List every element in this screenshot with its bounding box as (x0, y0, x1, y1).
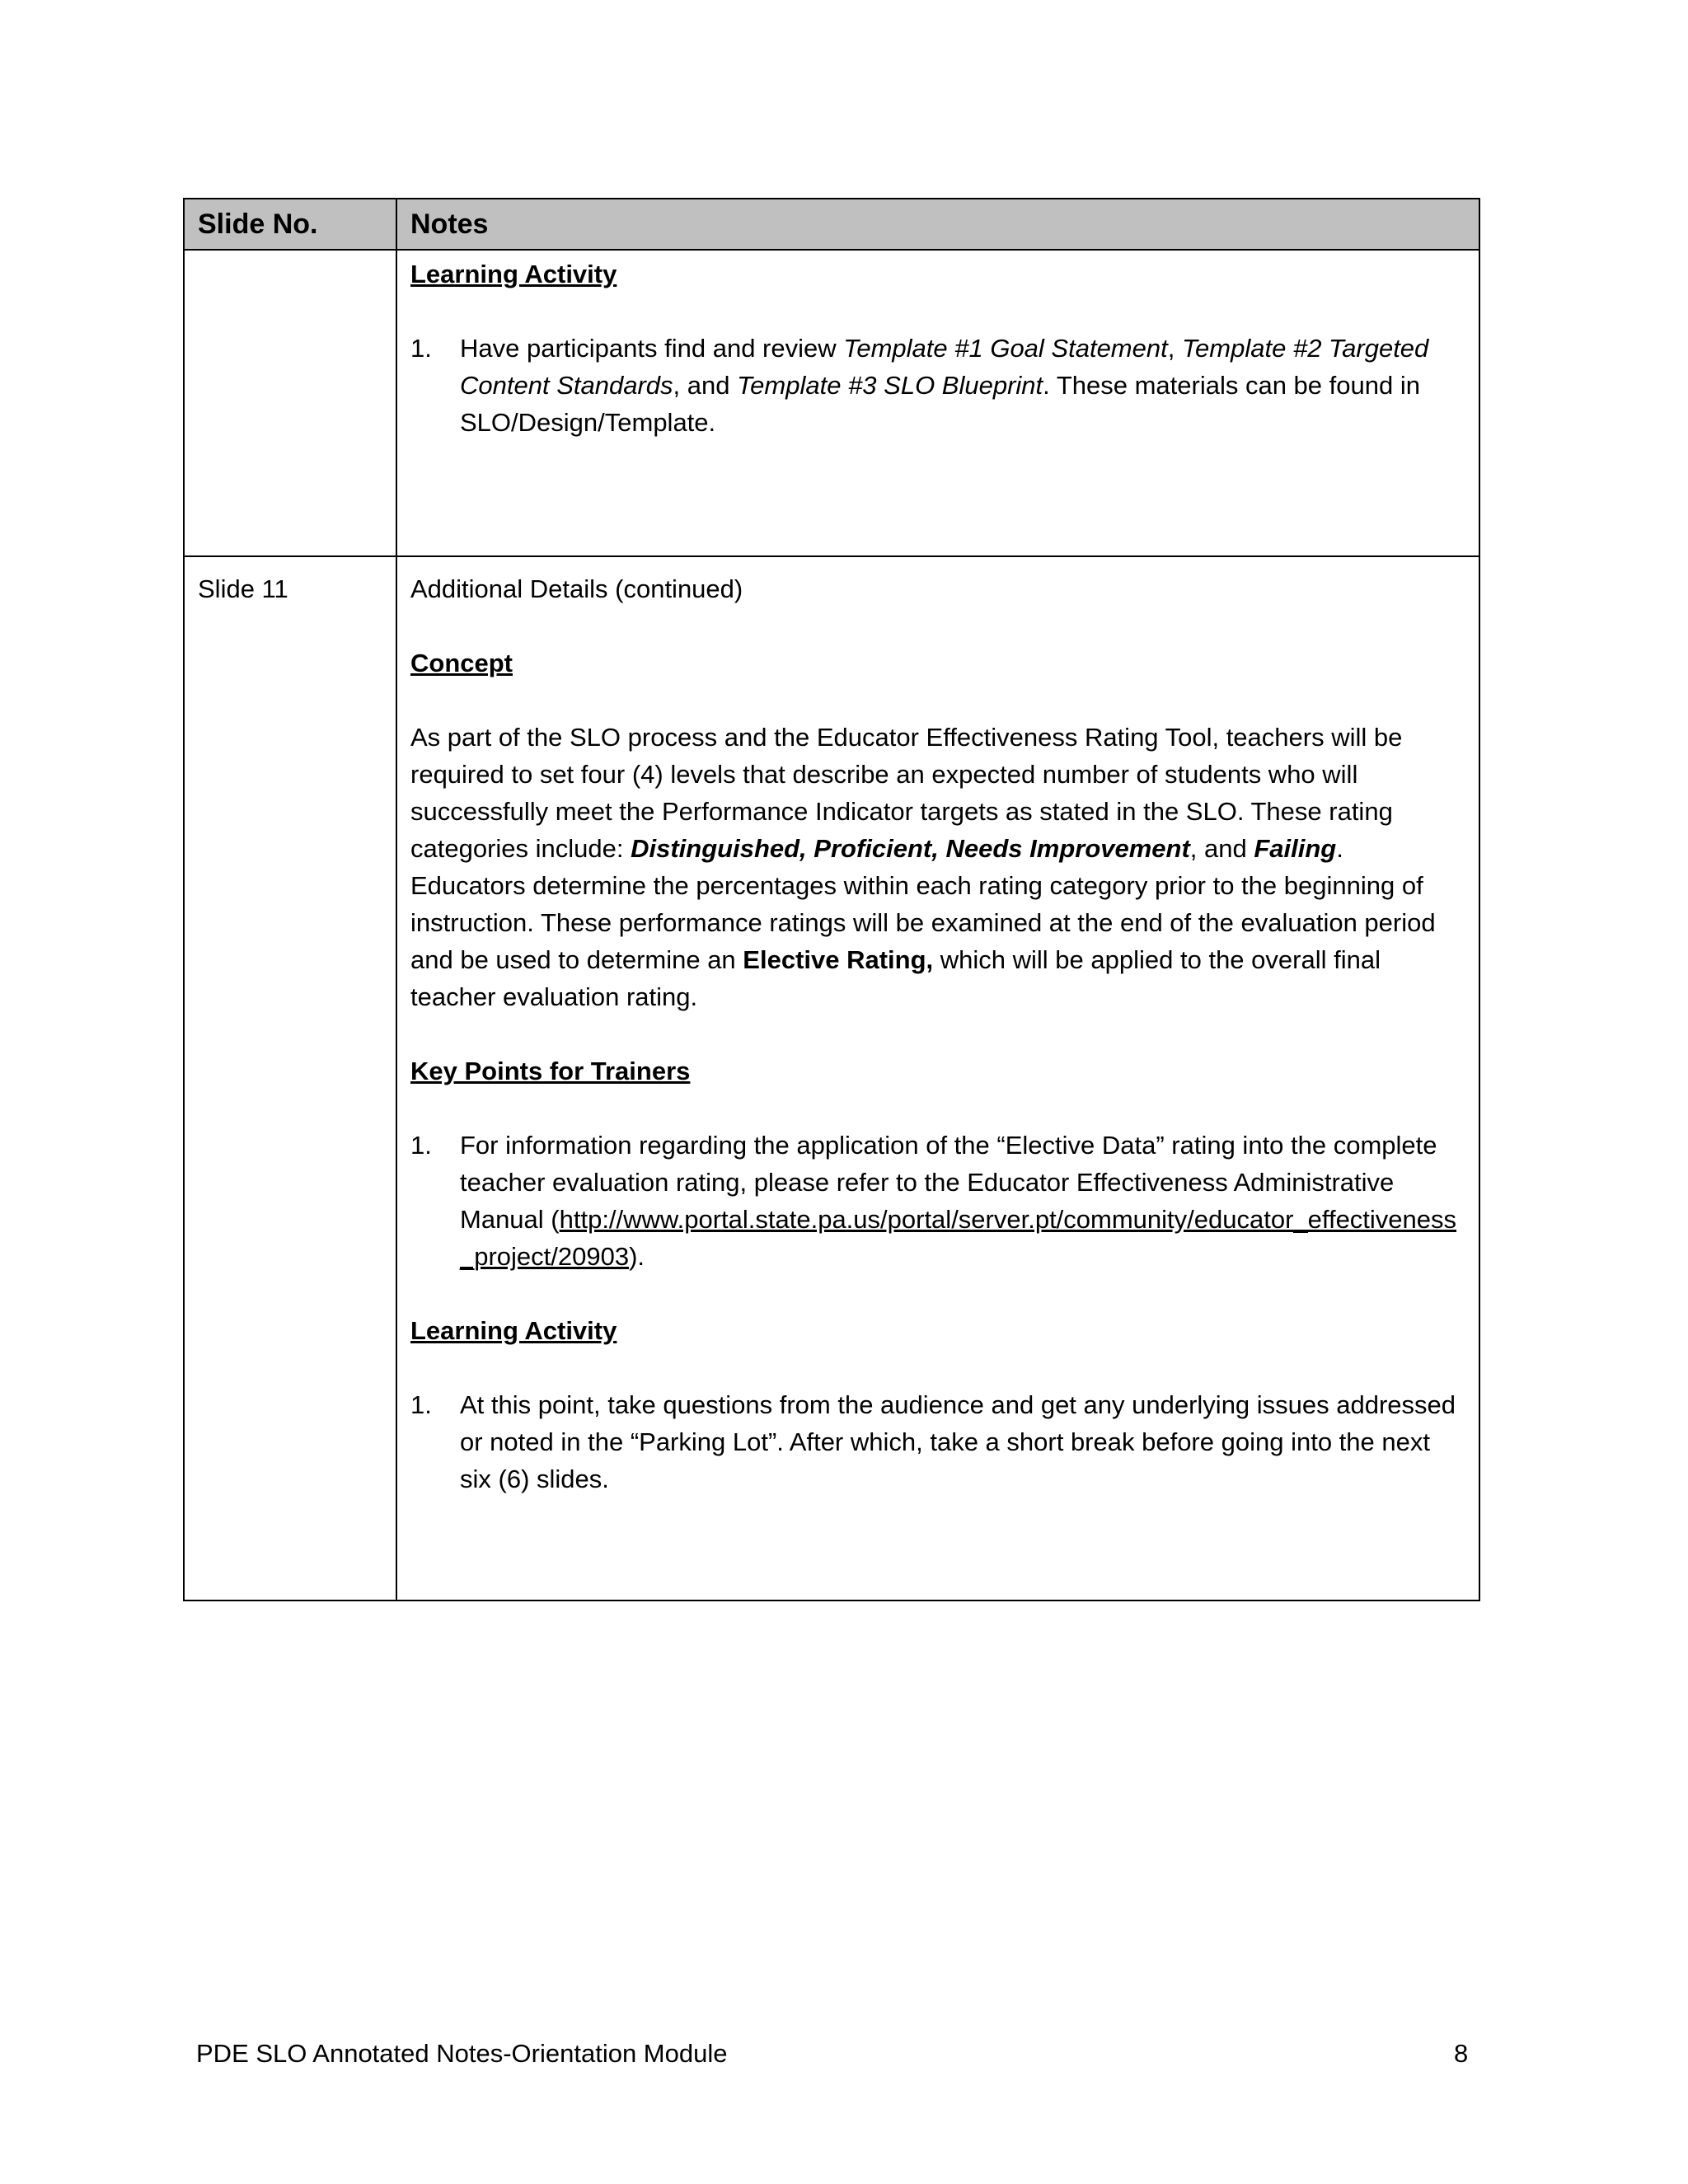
table-row (184, 250, 1479, 556)
list-item (410, 1386, 1465, 1497)
header-notes: Notes (396, 199, 1479, 250)
table-header-row (184, 199, 1479, 250)
table-row (184, 556, 1479, 1601)
concept-heading: Concept (410, 649, 513, 677)
list-number: 1. (410, 1390, 432, 1419)
notes-table (183, 198, 1480, 1601)
section-heading: Learning Activity (410, 260, 617, 288)
page-number: 8 (1454, 2039, 1469, 2068)
manual-link[interactable]: http://www.portal.state.pa.us/portal/server.pt/community/educator_effectiveness_project/20903 (460, 1205, 1457, 1271)
list-number: 1. (410, 334, 432, 363)
concept-paragraph: As part of the SLO process and the Educator Effectiveness Rating Tool, teachers will be required to set four (4) levels that describe an expected number of students who will successfully meet the Performance Indicator targets as stated in the SLO. These rating categories include: Distinguished, Proficient, Needs Improvement, and Failing. Educators determine the percentages within each rating category prior to the beginning of instruction. These performance ratings will be examined at the end of the evaluation period and be used to determine an Elective Rating, which will be applied to the overall final teacher evaluation rating. (410, 723, 1436, 1011)
notes-cell (396, 250, 1479, 556)
list-number: 1. (410, 1131, 432, 1160)
slide-cell (184, 250, 396, 556)
list-text: For information regarding the application of the “Elective Data” rating into the complete teacher evaluation rating, please refer to the Educator Effectiveness Administrative Manual (http://www.portal.state.pa.us/portal/server.pt/community/educator_effectiveness_project/20903). (460, 1131, 1457, 1271)
header-slide-no: Slide No. (184, 199, 396, 250)
intro-text: Additional Details (continued) (410, 574, 743, 603)
list-item (410, 1127, 1465, 1275)
key-points-heading: Key Points for Trainers (410, 1057, 691, 1085)
learning-activity-heading: Learning Activity (410, 1316, 617, 1345)
list-text: Have participants find and review Template #1 Goal Statement, Template #2 Targeted Content Standards, and Template #3 SLO Blueprint. These materials can be found in SLO/Design/Template. (460, 334, 1429, 437)
footer-title: PDE SLO Annotated Notes-Orientation Module (196, 2039, 728, 2068)
list-item (410, 330, 1465, 441)
notes-cell (396, 556, 1479, 1601)
list-text: At this point, take questions from the audience and get any underlying issues addressed or noted in the “Parking Lot”. After which, take a short break before going into the next six (6) slides. (460, 1390, 1456, 1493)
slide-cell: Slide 11 (184, 556, 396, 1601)
